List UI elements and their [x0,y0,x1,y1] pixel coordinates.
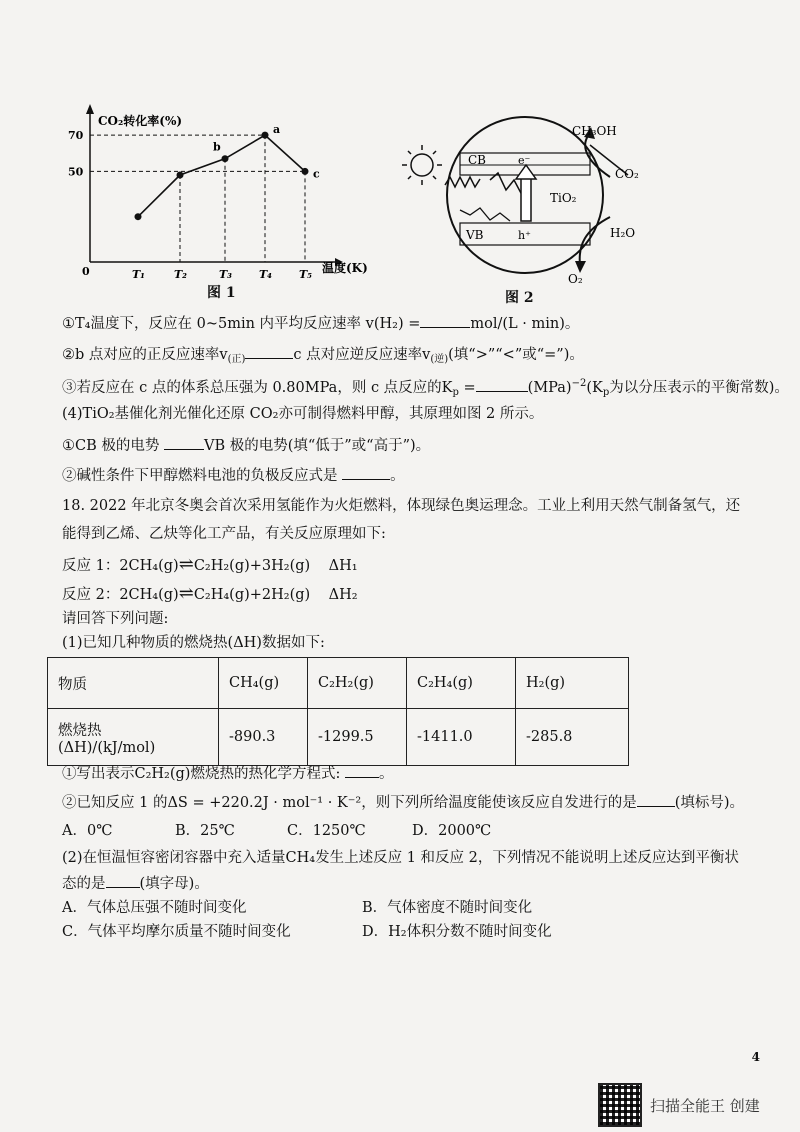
choice-c: C．气体平均摩尔质量不随时间变化 [62,924,291,940]
electron-label: e⁻ [518,154,531,167]
o2-label: O₂ [568,272,583,286]
reduction-arrow [585,133,610,177]
table-cell: -1299.5 [308,709,407,766]
question-18-line2: 能得到乙烯、乙炔等化工产品，有关反应原理如下: [62,526,386,542]
data-point [302,168,309,175]
ask-line: 请回答下列问题: [62,611,169,627]
choice-d: D．H₂体积分数不随时间变化 [362,924,552,940]
reaction-1: 反应 1：2CH₄(g)⇌C₂H₂(g)+3H₂(g) ΔH₁ [62,554,358,575]
x-tick-label: T₁ [132,268,146,281]
table-row [48,658,629,709]
co2-label: CO₂ [615,167,639,181]
table-cell: H₂(g) [516,658,629,709]
oxidation-arrow [580,217,610,265]
table-cell: -890.3 [219,709,308,766]
x-tick-label: T₄ [259,268,273,281]
figure-1-caption: 图 1 [207,285,236,301]
figure-1-chart [60,100,368,300]
y-axis-label: CO₂转化率(%) [98,114,183,128]
choice-a: A．气体总压强不随时间变化 [62,900,247,916]
cb-label: CB [468,153,486,167]
option-c: C．1250℃ [287,823,366,839]
question-potential: ①CB 极的电势 VB 极的电势(填“低于”或“高于”)。 [62,435,430,456]
question-rate: ①T₄温度下，反应在 0~5min 内平均反应速率 v(H₂) = mol/(L · min)。 [62,313,579,334]
vb-label: VB [466,228,484,242]
combustion-heat-table [47,657,629,766]
question-anode: ②碱性条件下甲醇燃料电池的负极反应式是 。 [62,465,405,486]
option-d: D．2000℃ [412,823,492,839]
qr-code-icon [598,1083,642,1127]
figure-2-diagram [400,115,700,310]
sun-icon [402,145,442,185]
point-label: b [213,140,221,154]
origin-label: 0 [82,265,90,278]
part-1-intro: (1)已知几种物质的燃烧热(ΔH)数据如下: [62,635,325,651]
option-b: B．25℃ [175,823,235,839]
table-cell: -285.8 [516,709,629,766]
point-label: a [273,123,281,137]
figure-2-caption: 图 2 [505,290,534,306]
part-2-line1: (2)在恒温恒容密闭容器中充入适量CH₄发生上述反应 1 和反应 2，下列情况不能说明上述反应达到平衡状 [62,850,739,866]
y-axis-arrow [86,104,94,114]
series-line [138,135,305,217]
y-tick-label: 50 [68,165,84,179]
table-cell: C₂H₄(g) [407,658,516,709]
table-cell: -1411.0 [407,709,516,766]
x-tick-label: T₂ [174,268,188,281]
data-point [177,172,184,179]
table-cell: CH₄(g) [219,658,308,709]
table-cell: C₂H₂(g) [308,658,407,709]
table-cell: 物质 [48,658,219,709]
y-tick-label: 70 [68,129,84,143]
data-point [135,213,142,220]
part-2-line2: 态的是 (填字母)。 [62,873,209,894]
hole-label: h⁺ [518,229,531,242]
option-a: A．0℃ [62,823,113,839]
x-tick-label: T₅ [299,268,313,281]
data-point [262,132,269,139]
data-point [222,155,229,162]
choice-b: B．气体密度不随时间变化 [362,900,533,916]
tio2-label: TiO₂ [550,191,577,205]
sub-question-2: ②已知反应 1 的ΔS = +220.2J · mol⁻¹ · K⁻²，则下列所给温度能使该反应自发进行的是 (填标号)。 [62,792,744,813]
table-cell: 燃烧热 (ΔH)/(kJ/mol) [48,709,219,766]
page-number: 4 [751,1050,760,1064]
reaction-2: 反应 2：2CH₄(g)⇌C₂H₄(g)+2H₂(g) ΔH₂ [62,583,358,604]
h2o-label: H₂O [610,226,636,240]
question-4-intro: (4)TiO₂基催化剂光催化还原 CO₂亦可制得燃料甲醇，其原理如图 2 所示。 [62,406,544,422]
table-row [48,709,629,766]
question-kp: ③若反应在 c 点的体系总压强为 0.80MPa，则 c 点反应的$K_p = (MPa)^{-2}(K_p$为以分压表示的平衡常数)。 [62,378,789,398]
point-label: c [313,167,320,181]
ch3oh-label: CH₃OH [572,124,617,138]
x-axis-label: 温度(K) [322,261,368,275]
scanner-watermark: 扫描全能王 创建 [598,1083,760,1127]
light-wave [445,177,480,187]
question-rate-compare: ②b 点对应的正反应速率$v_{(正)}$ c 点对应逆反应速率$v_{(逆)}$(填“>”“<”或“=”)。 [62,344,584,370]
excitation-arrow [516,165,536,221]
question-18-line1: 18. 2022 年北京冬奥会首次采用氢能作为火炬燃料，体现绿色奥运理念。工业上利用天然气制备氢气，还 [62,498,741,514]
x-tick-label: T₃ [219,268,233,281]
sub-question-1: ①写出表示C₂H₂(g)燃烧热的热化学方程式: 。 [62,763,393,784]
